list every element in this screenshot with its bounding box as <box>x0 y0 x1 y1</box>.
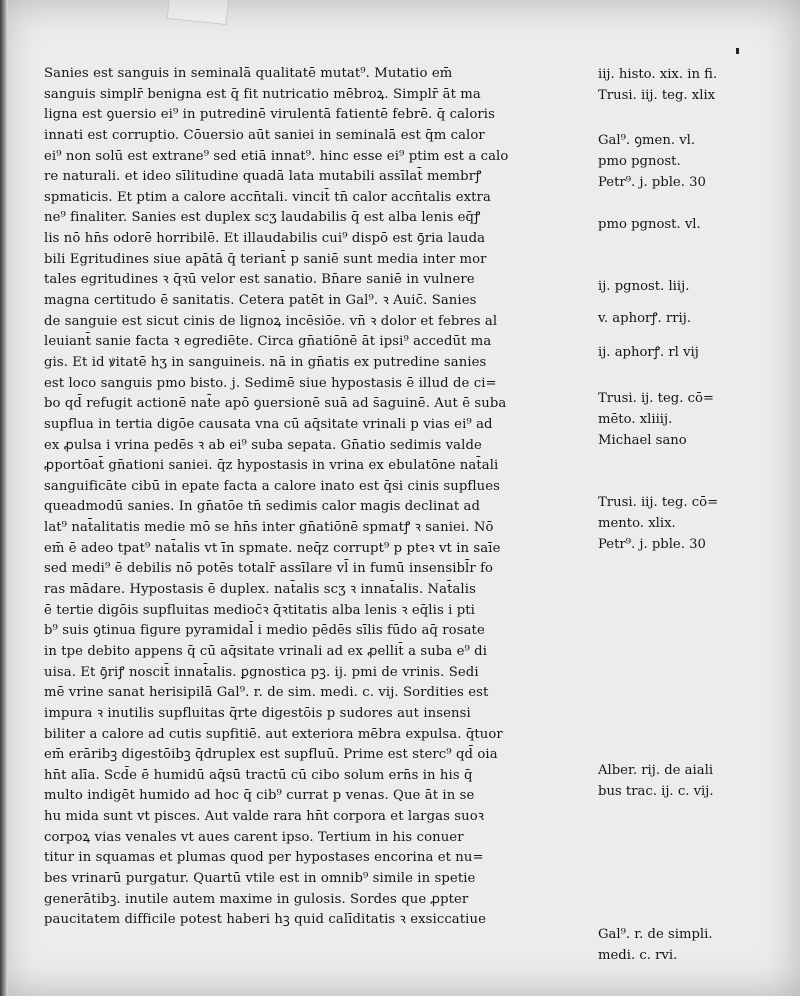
margin-note <box>598 64 783 106</box>
main-text-column <box>44 64 592 931</box>
text-line: uisa. Et ꝯ̄riꝭ noscit̄ innat̄alis. ꝑgnostica pꝫ. ij. pmi de vrinis. Sedi <box>44 664 479 680</box>
margin-note <box>598 760 783 802</box>
text-line: b⁹ suis ꝯtinua figure pyramidal̄ i medio pēdēs sīlis fūdo aq̄ rosate <box>44 623 485 639</box>
text-line: est loco sanguis pmo bisto. j. Sedimē siue hypostasis ē illud de ci= <box>44 375 497 391</box>
margin-note-line: ij. aphorꝭ. rl vij <box>598 345 699 360</box>
text-line: hn̄t alīa. Scd̄e ē humidū aq̄sū tractū cū cibo solum ern̄s in his q̄ <box>44 767 473 783</box>
text-line: spmaticis. Et ptim a calore accn̄tali. vincit̄ tn̄ calor accn̄talis extra <box>44 189 491 205</box>
text-line: ei⁹ non solū est extrane⁹ sed etiā innat⁹. hinc esse ei⁹ ptim est a calo <box>44 148 509 164</box>
text-line: hu mida sunt vt pisces. Aut valde rara hn̄t corpora et largas suoꝛ <box>44 809 485 825</box>
margin-note-line: Trusi. ij. teg. cō= <box>598 391 714 406</box>
margin-note-line: pmo pgnost. <box>598 154 681 169</box>
text-line: sanguificāte cibū in epate facta a calore inato est q̄si cinis supflues <box>44 478 501 494</box>
text-line: innati est corruptio. Cōuersio aūt saniei in seminalā est q̄m calor <box>44 127 485 143</box>
text-line: bili Egritudines siue apātā q̄ teriant̄ p saniē sunt media inter mor <box>44 251 487 267</box>
text-line: ras mādare. Hypostasis ē duplex. nat̄alis scʒ ꝛ innat̄alis. Nat̄alis <box>44 582 476 598</box>
text-line: generātibꝫ. inutile autem maxime in gulosis. Sordes que ꝓpter <box>44 891 469 907</box>
margin-note <box>598 924 783 966</box>
margin-note-line: bus trac. ij. c. vij. <box>598 784 714 799</box>
text-line: ē tertie digōis supfluitas medioc̄ꝛ q̄ꝛtitatis alba lenis ꝛ eq̄lis i pti <box>44 602 475 618</box>
margin-note-line: Trusi. iij. teg. cō= <box>598 495 719 510</box>
text-line: ne⁹ finaliter. Sanies est duplex scʒ laudabilis q̄ est alba lenis eq̄ꝭ <box>44 210 481 226</box>
margin-note-line: v. aphorꝭ. rrij. <box>598 311 692 326</box>
ink-mark <box>736 48 739 54</box>
text-line: lat⁹ nat̄alitatis medie mō se hn̄s inter gn̄atiōnē spmatꝭ ꝛ saniei. Nō <box>44 520 494 536</box>
text-line: tales egritudines ꝛ q̄ꝛū velor est sanatio. Bn̄are saniē in vulnere <box>44 272 475 288</box>
margin-note <box>598 214 783 235</box>
margin-note-line: Gal⁹. ꝯmen. vl. <box>598 133 696 148</box>
margin-note-line: Gal⁹. r. de simpli. <box>598 927 713 942</box>
margin-note-line: ij. pgnost. liij. <box>598 279 690 294</box>
text-line: leuiant̄ sanie facta ꝛ egrediēte. Circa gn̄atiōnē āt ipsi⁹ accedūt ma <box>44 334 492 350</box>
text-line: em̄ ē adeo tpat⁹ nat̄alis vt ī̄n spmate. neq̄z corrupt⁹ p pteꝛ vt in saīe <box>44 540 501 556</box>
text-line: bo qd̄ refugit actionē nat̄e apō ꝯuersionē suā ad s̄aguinē. Aut ē suba <box>44 396 507 412</box>
margin-note <box>598 388 783 451</box>
text-line: multo indigēt humido ad hoc q̄ cib⁹ currat p venas. Que āt in se <box>44 788 475 804</box>
text-line: biliter a calore ad cutis supfitiē. aut exteriora mēbra expulsa. q̄tuor <box>44 726 503 742</box>
text-line: re naturali. et ideo sīlitudine quadā lata mutabili assīlat̄ membrꝭ <box>44 169 482 185</box>
text-line: queadmodū sanies. In gn̄atōe tn̄ sedimis calor magis declinat ad <box>44 499 481 515</box>
binding-edge <box>0 0 8 996</box>
text-line: ꝓportōat̄ gn̄ationi saniei. q̄z hypostasis in vrina ex ebulatōne nat̄ali <box>44 458 499 474</box>
margin-note-line: Petr⁹. j. pble. 30 <box>598 175 706 190</box>
margin-notes-column <box>598 64 783 984</box>
text-line: impura ꝛ inutilis supfluitas q̄rte digestōis p sudores aut insensi <box>44 705 471 721</box>
text-line: de sanguie est sicut cinis de lignoꝝ incēsiōe. vn̄ ꝛ dolor et febres al <box>44 313 498 329</box>
text-line: ligna est ꝯuersio ei⁹ in putredinē virulentā fatientē febrē. q̄ caloris <box>44 107 495 123</box>
text-line: sanguis simplr̄ benigna est q̄ fit nutricatio mēbroꝝ. Simplr̄ āt ma <box>44 86 481 102</box>
margin-note-line: mento. xlix. <box>598 516 676 531</box>
margin-note-line: pmo pgnost. vl. <box>598 217 701 232</box>
text-line: lis nō hn̄s odorē horribilē. Et illaudabilis cui⁹ dispō est ꝯ̄ria lauda <box>44 231 486 247</box>
margin-note-line: iij. histo. xix. in fi. <box>598 67 718 82</box>
text-line: mē vrine sanat herisipilā Gal⁹. r. de sim. medi. c. vij. Sordities est <box>44 685 489 701</box>
margin-note <box>598 492 783 555</box>
margin-note <box>598 308 783 329</box>
text-line: magna certitudo ē sanitatis. Cetera patēt in Gal⁹. ꝛ Auic̄. Sanies <box>44 293 477 309</box>
text-line: supflua in tertia digōe causata vna cū aq̄sitate vrinali p vias ei⁹ ad <box>44 416 493 432</box>
margin-note-line: Alber. rij. de aiali <box>598 763 714 778</box>
text-line: Sanies est sanguis in seminalā qualitatē mutat⁹. Mutatio em̄ <box>44 66 453 81</box>
text-line: paucitatem difficile potest haberi hꝫ quid calīditatis ꝛ exsiccatiue <box>44 912 486 928</box>
text-line: sed medi⁹ ē debilis nō potēs totalr̄ assīlare vl̄ in fumū insensibl̄r fo <box>44 561 494 577</box>
text-line: gis. Et id ꝟitatē hʒ in sanguineis. nā in gn̄atis ex putredine sanies <box>44 354 487 370</box>
margin-note-line: Trusi. iij. teg. xlix <box>598 88 716 103</box>
text-line: ex ꝓulsa i vrina pedēs ꝛ ab ei⁹ suba sepata. Gn̄atio sedimis valde <box>44 437 482 453</box>
margin-note <box>598 276 783 297</box>
text-line: bes vrinarū purgatur. Quartū vtile est in omnib⁹ simile in spetie <box>44 870 476 886</box>
text-line: corpoꝝ vias venales vt aues carent ipso. Tertium in his conuer <box>44 829 464 845</box>
text-line: em̄ erāribꝫ digestōibꝫ q̄druplex est supfluū. Prime est sterc⁹ qd̄ oia <box>44 747 498 763</box>
text-line: in tpe debito appens q̄ cū aq̄sitate vrinali ad ex ꝓellit̄ a suba e⁹ di <box>44 643 488 659</box>
library-stamp <box>167 0 230 25</box>
text-line: titur in squamas et plumas quod per hypostases encorina et nu= <box>44 850 484 866</box>
margin-note-line: Petr⁹. j. pble. 30 <box>598 537 706 552</box>
margin-note-line: Michael sano <box>598 433 687 448</box>
margin-note-line: medi. c. rvi. <box>598 948 678 963</box>
margin-note <box>598 130 783 193</box>
margin-note-line: mēto. xliiij. <box>598 412 673 427</box>
margin-note <box>598 342 783 363</box>
